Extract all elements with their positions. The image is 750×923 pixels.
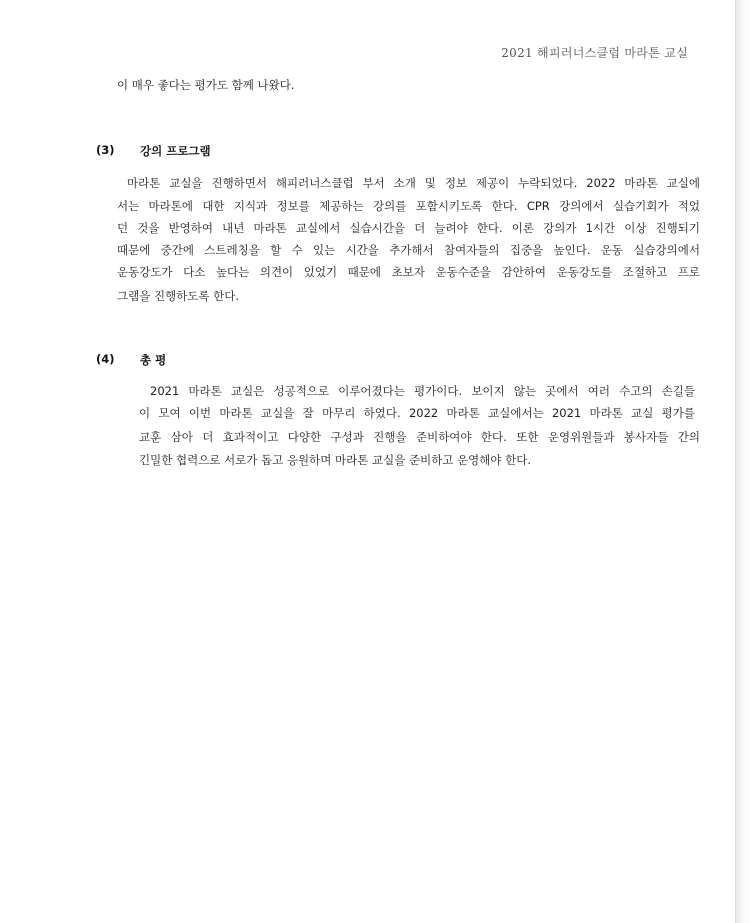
section-3-number: (3) [96, 143, 115, 157]
intro-line: 이 매우 좋다는 평가도 함께 나왔다. [117, 78, 295, 92]
section-3-line-6: 그램을 진행하도록 한다. [117, 289, 240, 303]
section-4-title: 총 평 [140, 353, 167, 367]
page-edge-shadow [735, 0, 750, 923]
section-3-heading [0, 143, 736, 159]
section-4-line-3: 교훈 삼아 더 효과적이고 다양한 구성과 진행을 준비하여야 한다. 또한 운영위원들과 봉사자들 간의 [139, 430, 700, 444]
section-3-line-2: 서는 마라톤에 대한 지식과 정보를 제공하는 강의를 포함시키도록 한다. CPR 강의에서 실습기회가 적었 [117, 199, 700, 213]
section-4-line-4: 긴밀한 협력으로 서로가 돕고 응원하며 마라톤 교실을 준비하고 운영해야 한다. [139, 453, 532, 467]
section-4-heading [0, 352, 736, 368]
section-4-line-2: 이 모여 이번 마라톤 교실을 잘 마무리 하였다. 2022 마라톤 교실에서는 2021 마라톤 교실 평가를 [139, 406, 695, 420]
section-4-line-1: 2021 마라톤 교실은 성공적으로 이루어졌다는 평가이다. 보이지 않는 곳에서 여러 수고의 손길들 [150, 384, 695, 398]
section-3-line-3: 던 것을 반영하여 내년 마라톤 교실에서 실습시간을 더 늘려야 한다. 이론 강의가 1시간 이상 진행되기 [117, 221, 700, 235]
running-header: 2021 해피러너스클럽 마라톤 교실 [501, 46, 688, 60]
section-4-number: (4) [96, 352, 115, 366]
section-3-line-4: 때문에 중간에 스트레칭을 할 수 있는 시간을 추가해서 참여자들의 집중을 높인다. 운동 실습강의에서 [117, 243, 700, 257]
section-3-line-5: 운동강도가 다소 높다는 의견이 있었기 때문에 초보자 운동수준을 감안하여 운동강도를 조절하고 프로 [117, 265, 700, 279]
section-3-title: 강의 프로그램 [140, 144, 211, 158]
section-3-line-1: 마라톤 교실을 진행하면서 해피러너스클럽 부서 소개 및 정보 제공이 누락되었다. 2022 마라톤 교실에 [127, 176, 700, 190]
